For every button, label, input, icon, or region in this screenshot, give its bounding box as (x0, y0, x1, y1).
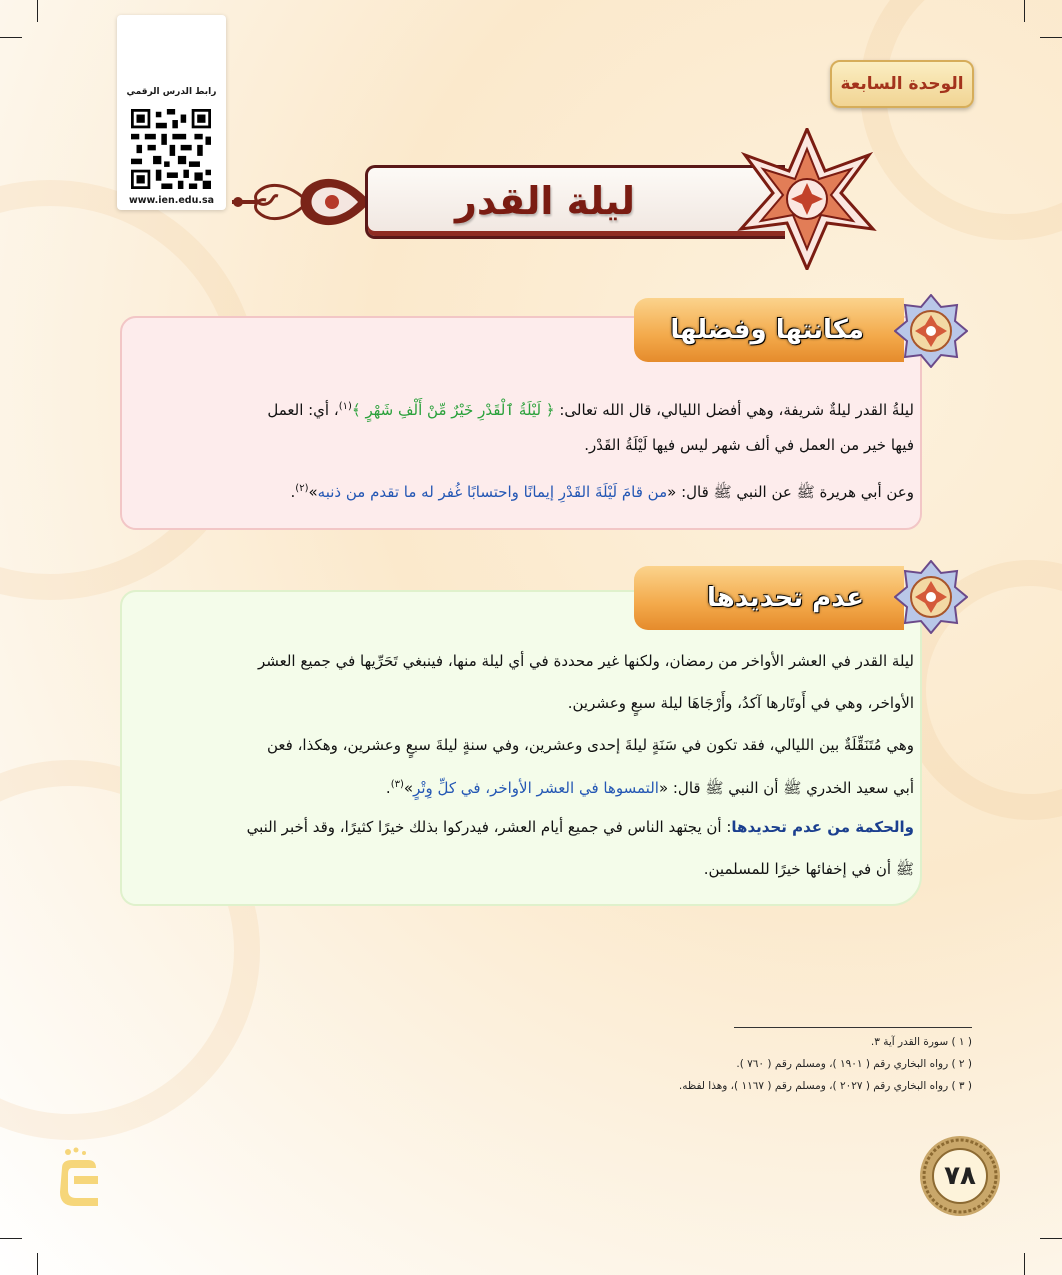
unit-badge: الوحدة السابعة (830, 60, 974, 108)
hadith2-text: التمسوها في العشر الأواخر، في كلِّ وِتْرٍ (413, 779, 659, 797)
qr-card[interactable] (117, 15, 226, 210)
section-virtues-title: مكانتها وفضلها (670, 315, 864, 345)
footnote-2: ( ٢ ) رواه البخاري رقم ( ١٩٠١ )، ومسلم رقم ( ٧٦٠ ). (736, 1058, 972, 1070)
footnote-ref-2[interactable]: (٢) (295, 483, 309, 494)
medallion-icon (894, 294, 968, 368)
footnote-1: ( ١ ) سورة القدر آية ٣. (870, 1036, 972, 1048)
hadith2-dot: . (385, 779, 391, 797)
hadith-dot: . (290, 483, 296, 501)
virtues-paragraph-2: فيها خير من العمل في ألف شهر ليس فيها لَيْلَةُ القَدْر. (584, 436, 914, 454)
virtues-paragraph-1 (154, 392, 914, 425)
undetermined-paragraph-5 (134, 812, 914, 842)
virtues-paragraph-3 (154, 474, 914, 507)
undetermined-paragraph-3: وهي مُتَنَقِّلَةٌ بين الليالي، فقد تكون في سَنَةٍ ليلةَ إحدى وعشرين، وفي سنةٍ ليلةَ سبعٍ وعشرين، وهكذا، فعن (266, 736, 914, 754)
hadith-text: من قامَ لَيْلَةَ القَدْرِ إيمانًا واحتسابًا غُفر له ما تقدم من ذنبه (317, 483, 668, 501)
undetermined-paragraph-4 (134, 770, 914, 803)
hadith2-intro: أبي سعيد الخدري ﷺ أن النبي ﷺ قال: « (658, 779, 914, 797)
quran-verse: ﴿ لَيْلَةُ ٱلْقَدْرِ خَيْرٌ مِّنْ أَلْفِ شَهْرٍ ﴾ (351, 401, 555, 419)
section-undetermined-header (634, 566, 904, 630)
qr-code-icon[interactable] (131, 109, 211, 189)
publisher-logo-icon (58, 1146, 102, 1208)
undetermined-paragraph-2: الأواخر، وهي في أَوتَارها آكدُ، وأَرْجَاهَا ليلة سبعٍ وعشرين. (567, 694, 914, 712)
hadith-intro: وعن أبي هريرة ﷺ عن النبي ﷺ قال: « (667, 483, 914, 501)
virtues-text-a: ليلةُ القدر ليلةٌ شريفة، وهي أفضل الليالي، قال الله تعالى: (554, 401, 914, 419)
page-number: ٧٨ (944, 1161, 976, 1191)
page-title: ليلة القدر (454, 179, 636, 223)
hadith2-close: » (403, 779, 414, 797)
section-virtues-header (634, 298, 904, 362)
footnote-ref-1[interactable]: (١) (338, 401, 352, 412)
footnote-ref-3[interactable]: (٣) (390, 779, 404, 790)
star-flower-icon (722, 128, 892, 270)
qr-title: رابط الدرس الرقمي (126, 87, 217, 97)
virtues-text-b: ، أي: العمل (267, 401, 339, 419)
footnote-divider (734, 1027, 972, 1028)
section-undetermined-title: عدم تحديدها (707, 583, 864, 613)
undetermined-paragraph-6: ﷺ أن في إخفائها خيرًا للمسلمين. (703, 860, 914, 878)
wisdom-text: : أن يجتهد الناس في جميع أيام العشر، فيدركوا بذلك خيرًا كثيرًا، وقد أخبر النبي (246, 818, 732, 836)
footnote-3: ( ٣ ) رواه البخاري رقم ( ٢٠٢٧ )، ومسلم رقم ( ١١٦٧ )، وهذا لفظه. (678, 1080, 972, 1092)
qr-url[interactable]: www.ien.edu.sa (128, 195, 215, 206)
undetermined-paragraph-1: ليلة القدر في العشر الأواخر من رمضان، ولكنها غير محددة في أي ليلة منها، فينبغي تَحَرِّيها في جميع العشر (257, 652, 914, 670)
wisdom-label: والحكمة من عدم تحديدها (731, 818, 914, 836)
medallion-icon (894, 560, 968, 634)
hadith-close: » (308, 483, 318, 501)
arabesque-ornament-icon (228, 166, 370, 238)
